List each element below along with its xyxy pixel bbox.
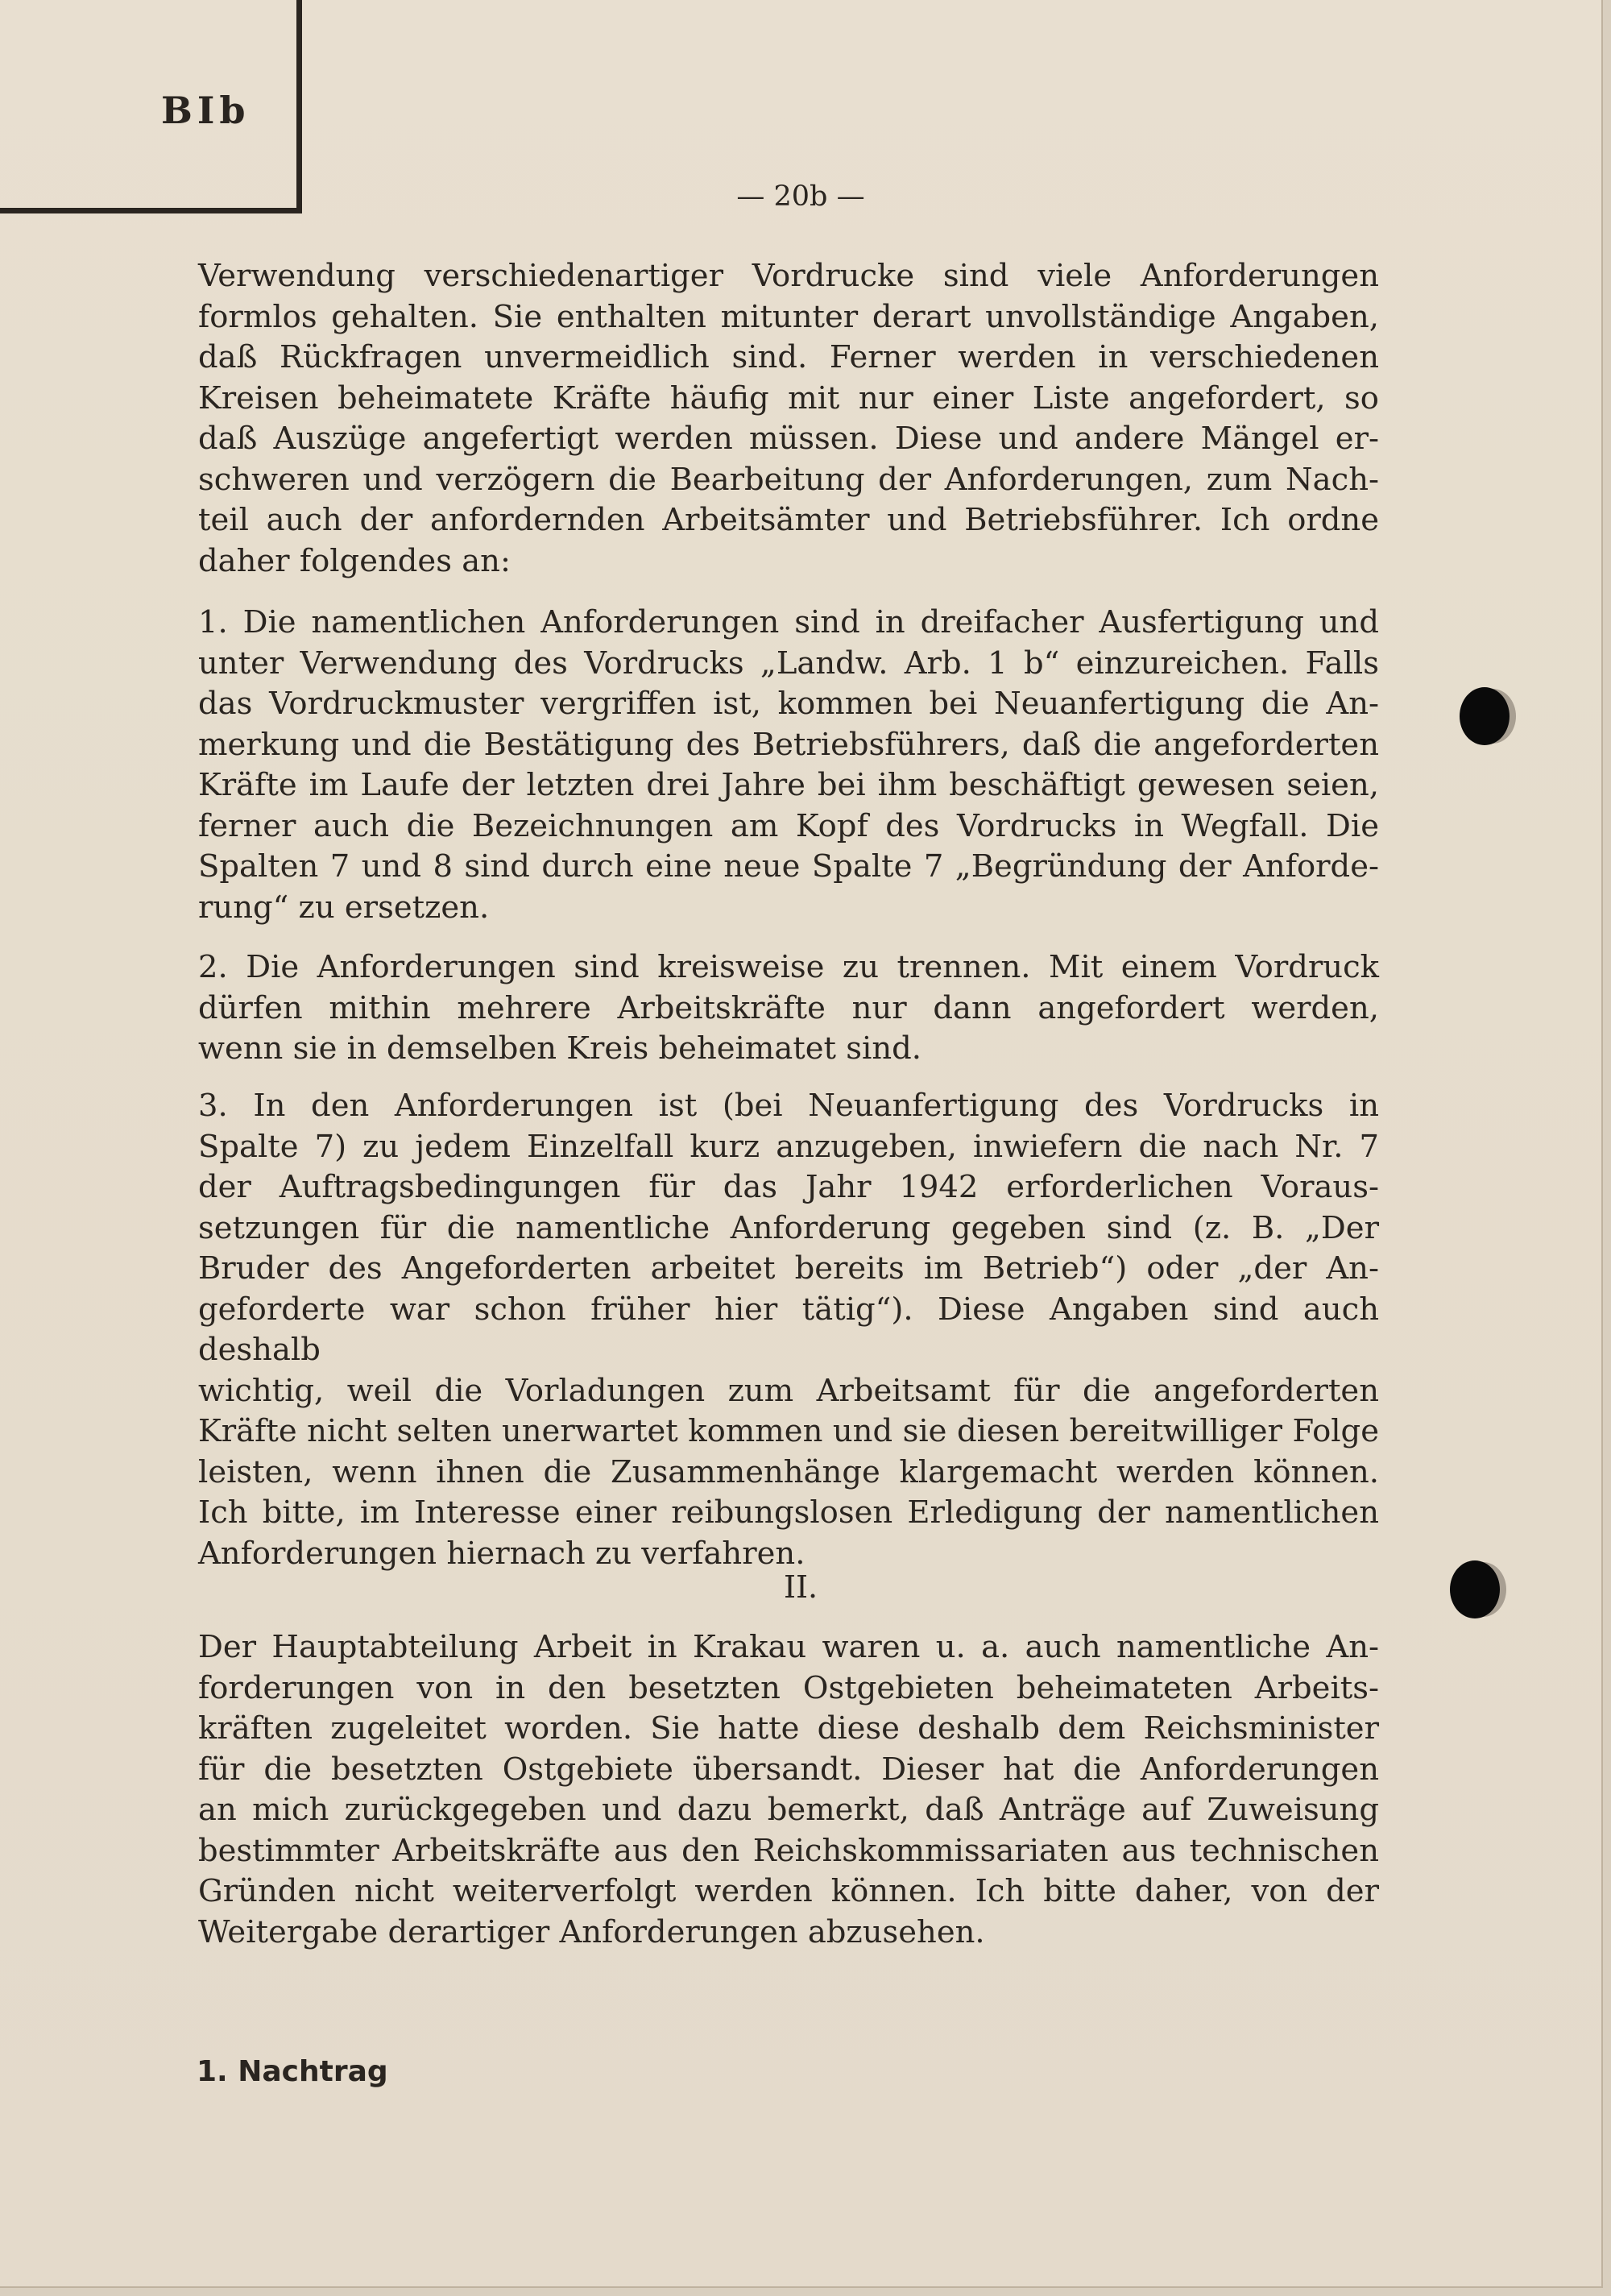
- text-line: rung“ zu ersetzen.: [198, 889, 490, 926]
- text-line: für die besetzten Ostgebiete übersandt. Dieser hat die Anforderungen: [198, 1751, 1379, 1788]
- text-line: Kräfte nicht selten unerwartet kommen und sie diesen bereitwilliger Folge: [198, 1413, 1379, 1449]
- text-line: das Vordruckmuster vergriffen ist, kommen bei Neuanfertigung die An-: [198, 686, 1379, 722]
- item-2-paragraph: [198, 947, 1379, 1070]
- section-heading: II.: [783, 1569, 818, 1605]
- text-line: Weitergabe derartiger Anforderungen abzusehen.: [198, 1913, 985, 1950]
- text-line: der Auftragsbedingungen für das Jahr 1942 erforderlichen Voraus-: [198, 1169, 1379, 1205]
- text-line: schweren und verzögern die Bearbeitung der Anforderungen, zum Nach-: [198, 461, 1379, 498]
- text-line: kräften zugeleitet worden. Sie hatte diese deshalb dem Reichsminister: [198, 1710, 1379, 1747]
- item-3-paragraph: [198, 1086, 1379, 1574]
- text-line: setzungen für die namentliche Anforderung gegeben sind (z. B. „Der: [198, 1209, 1379, 1246]
- text-line: Ich bitte, im Interesse einer reibungslosen Erledigung der namentlichen: [198, 1494, 1379, 1531]
- text-line: Gründen nicht weiterverfolgt werden können. Ich bitte daher, von der: [198, 1873, 1379, 1909]
- text-line: 3. In den Anforderungen ist (bei Neuanfertigung des Vordrucks in: [198, 1088, 1379, 1124]
- text-line: Spalten 7 und 8 sind durch eine neue Spalte 7 „Begründung der Anforde-: [198, 848, 1379, 885]
- section-2-paragraph: [198, 1627, 1379, 1953]
- text-line: 1. Die namentlichen Anforderungen sind in dreifacher Ausfertigung und: [198, 604, 1379, 640]
- text-line: ferner auch die Bezeichnungen am Kopf des Vordrucks in Wegfall. Die: [198, 807, 1379, 844]
- intro-paragraph: [198, 256, 1379, 582]
- item-1-paragraph: [198, 603, 1379, 928]
- page-number: — 20b —: [736, 180, 865, 213]
- text-line: Der Hauptabteilung Arbeit in Krakau waren u. a. auch namentliche An-: [198, 1629, 1379, 1665]
- text-line: unter Verwendung des Vordrucks „Landw. Arb. 1 b“ einzureichen. Falls: [198, 644, 1379, 682]
- text-line: Spalte 7) zu jedem Einzelfall kurz anzugeben, inwiefern die nach Nr. 7: [198, 1128, 1379, 1165]
- text-line: wenn sie in demselben Kreis beheimatet sind.: [198, 1030, 922, 1067]
- text-line: Verwendung verschiedenartiger Vordrucke sind viele Anforderungen: [198, 258, 1379, 294]
- amendment-note: 1. Nachtrag: [197, 2055, 388, 2088]
- text-line: an mich zurückgegeben und dazu bemerkt, daß Anträge auf Zuweisung: [198, 1792, 1379, 1828]
- text-line: daß Auszüge angefertigt werden müssen. Diese und andere Mängel er-: [198, 421, 1379, 457]
- text-line: dürfen mithin mehrere Arbeitskräfte nur dann angefordert werden,: [198, 989, 1379, 1026]
- punch-hole-icon: [1450, 1560, 1500, 1618]
- text-line: formlos gehalten. Sie enthalten mitunter derart unvollständige Angaben,: [198, 298, 1379, 335]
- text-line: daher folgendes an:: [198, 542, 511, 579]
- text-line: Kräfte im Laufe der letzten drei Jahre bei ihm beschäftigt gewesen seien,: [198, 767, 1379, 803]
- text-line: merkung und die Bestätigung des Betriebsführers, daß die angeforderten: [198, 726, 1379, 763]
- text-line: wichtig, weil die Vorladungen zum Arbeitsamt für die angeforderten: [198, 1372, 1379, 1409]
- text-line: bestimmter Arbeitskräfte aus den Reichskommissariaten aus technischen: [198, 1832, 1379, 1869]
- document-code: BIb: [161, 89, 251, 132]
- text-line: forderungen von in den besetzten Ostgebieten beheimateten Arbeits-: [198, 1669, 1379, 1706]
- text-line: teil auch der anfordernden Arbeitsämter und Betriebsführer. Ich ordne: [198, 502, 1379, 538]
- text-line: leisten, wenn ihnen die Zusammenhänge klargemacht werden können.: [198, 1453, 1379, 1490]
- text-line: daß Rückfragen unvermeidlich sind. Ferner werden in verschiedenen: [198, 339, 1379, 375]
- text-line: 2. Die Anforderungen sind kreisweise zu trennen. Mit einem Vordruck: [198, 949, 1379, 985]
- text-line: Kreisen beheimatete Kräfte häufig mit nur einer Liste angefordert, so: [198, 379, 1379, 417]
- punch-hole-icon: [1460, 687, 1510, 745]
- text-line: geforderte war schon früher hier tätig“). Diese Angaben sind auch deshalb: [198, 1291, 1379, 1368]
- text-line: Anforderungen hiernach zu verfahren.: [198, 1535, 806, 1572]
- text-line: Bruder des Angeforderten arbeitet bereits im Betrieb“) oder „der An-: [198, 1250, 1379, 1287]
